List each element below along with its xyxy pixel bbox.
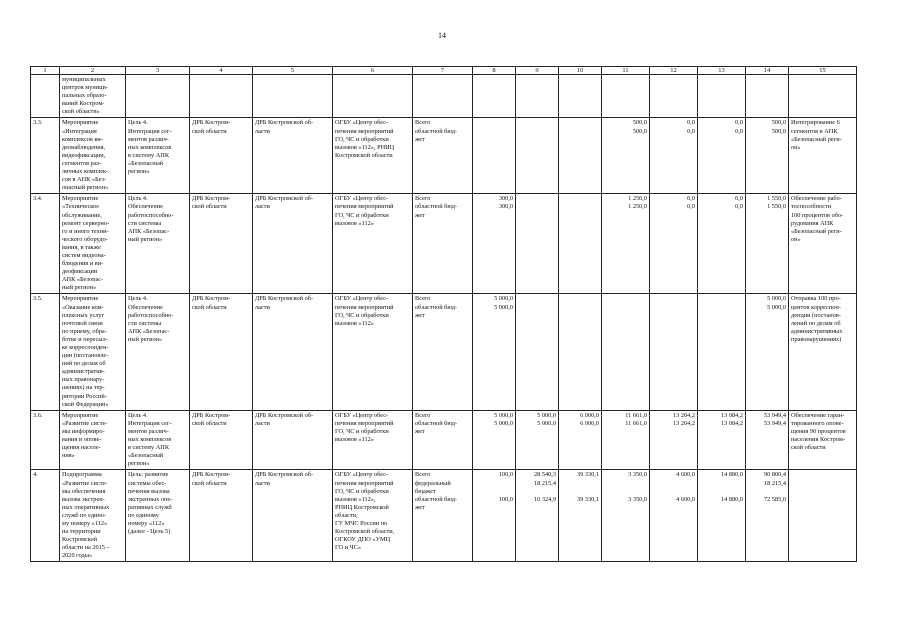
- table-cell-col-15: Обеспечение рабо- тоспособности 100 процентов обо- рудования АПК «Безопасный реги- он»: [789, 194, 857, 294]
- table-cell-col-13: 0,0 0,0: [698, 118, 746, 194]
- column-number: 1: [31, 67, 60, 75]
- table-cell-col-10: [559, 194, 602, 294]
- table-cell-col-12: 0,0 0,0: [650, 118, 698, 194]
- table-cell-col-3: [126, 75, 190, 118]
- table-cell-col-4: ДРБ Костром- ской области: [190, 294, 253, 410]
- column-number: 10: [559, 67, 602, 75]
- table-cell-col-2: муниципальных центров муници- пальных образо- ваний Костром- ской области»: [60, 75, 126, 118]
- table-row-3-3: [31, 118, 857, 194]
- table-cell-col-4: ДРБ Костром- ской области: [190, 118, 253, 194]
- table-cell-col-12: 4 600,0 4 600,0: [650, 470, 698, 562]
- table-cell-col-7: Всего областной бюд- жет: [413, 294, 473, 410]
- table-cell-col-8: [473, 75, 516, 118]
- table-cell-col-15: Интегрирование 6 сегментов в АПК «Безопасный реги- он»: [789, 118, 857, 194]
- table-cell-col-11: 500,0 500,0: [602, 118, 650, 194]
- table-cell-col-8: 5 000,0 5 000,0: [473, 410, 516, 470]
- table-cell-col-1: 3.3.: [31, 118, 60, 194]
- table-cell-col-2: Мероприятие «Развитие систе- мы информиро- вания и опове- щения населе- ния»: [60, 410, 126, 470]
- table-cell-col-8: 100,0 100,0: [473, 470, 516, 562]
- table-cell-col-1: 3.6.: [31, 410, 60, 470]
- table-cell-col-4: ДРБ Костром- ской области: [190, 410, 253, 470]
- table-cell-col-14: [746, 75, 789, 118]
- table-cell-col-5: ДРБ Костромской об- ласти: [253, 410, 333, 470]
- table-cell-col-7: Всего областной бюд- жет: [413, 194, 473, 294]
- table-cell-col-15: [789, 75, 857, 118]
- table-cell-col-1: [31, 75, 60, 118]
- column-number: 2: [60, 67, 126, 75]
- table-cell-col-14: 53 949,4 53 949,4: [746, 410, 789, 470]
- table-cell-col-2: Мероприятие «Оказание ком- плексных услуг почтовой связи по приему, обра- ботке и пересыл- ке корреспонден- ции (постановле- ний по делам об административ- ных правонару- шениях) на тер- ритории Россий- ской Федерации»: [60, 294, 126, 410]
- table-cell-col-7: Всего федеральный бюджет областной бюд- жет: [413, 470, 473, 562]
- table-row-continuation: [31, 75, 857, 118]
- table-cell-col-9: [516, 294, 559, 410]
- column-number: 13: [698, 67, 746, 75]
- table-cell-col-8: 5 000,0 5 000,0: [473, 294, 516, 410]
- table-cell-col-10: 39 330,1 39 330,1: [559, 470, 602, 562]
- table-cell-col-13: 13 084,2 13 084,2: [698, 410, 746, 470]
- column-number-row: [31, 67, 857, 75]
- table-cell-col-6: ОГБУ «Центр обес- печения мероприятий ГО, ЧС и обработки вызовов «112»: [333, 410, 413, 470]
- table-cell-col-8: [473, 118, 516, 194]
- column-number: 4: [190, 67, 253, 75]
- table-cell-col-12: [650, 294, 698, 410]
- table-cell-col-6: ОГБУ «Центр обес- печения мероприятий ГО, ЧС и обработки вызовов «112», РНИЦ Костромской области: [333, 118, 413, 194]
- table-row-3-6: [31, 410, 857, 470]
- table-cell-col-12: 13 204,2 13 204,2: [650, 410, 698, 470]
- table-cell-col-5: [253, 75, 333, 118]
- table-row-4: [31, 470, 857, 562]
- table-cell-col-14: 5 000,0 5 000,0: [746, 294, 789, 410]
- table-cell-col-6: ОГБУ «Центр обес- печения мероприятий ГО, ЧС и обработки вызовов «112», РНИЦ Костромской области, ГУ МЧС России по Костромской области, ОГКОУ ДПО «УМЦ ГО и ЧС»: [333, 470, 413, 562]
- column-number: 8: [473, 67, 516, 75]
- table-cell-col-13: 14 880,0 14 880,0: [698, 470, 746, 562]
- column-number: 5: [253, 67, 333, 75]
- table-cell-col-3: Цель 4. Обеспечение работоспособно- сти системы АПК «Безопас- ный регион»: [126, 294, 190, 410]
- table-cell-col-3: Цель: развитие системы обес- печения вызова экстренных опе- ративных служб по единому номеру «112» (далее - Цель 5): [126, 470, 190, 562]
- table-cell-col-7: Всего областной бюд- жет: [413, 118, 473, 194]
- table-cell-col-9: [516, 75, 559, 118]
- table-cell-col-6: ОГБУ «Центр обес- печения мероприятий ГО, ЧС и обработки вызовов «112»: [333, 194, 413, 294]
- table-cell-col-1: 4.: [31, 470, 60, 562]
- table-cell-col-10: [559, 294, 602, 410]
- table-cell-col-6: [333, 75, 413, 118]
- column-number: 9: [516, 67, 559, 75]
- table-cell-col-2: Мероприятие «Техническое обслуживание, ремонт серверно- го и иного техни- ческого оборудо- вания, в также систем видеона- блюдения и ви- деофиксации АПК «Безопас- ный регион»: [60, 194, 126, 294]
- table-cell-col-13: 0,0 0,0: [698, 194, 746, 294]
- table-cell-col-6: ОГБУ «Центр обес- печения мероприятий ГО, ЧС и обработки вызовов «112»: [333, 294, 413, 410]
- table-cell-col-2: Мероприятие «Интеграция комплексов ви- деонаблюдения, видеофиксации, сегментов раз- личных комплек- сов в АПК «Без- опасный регион»: [60, 118, 126, 194]
- table-cell-col-5: ДРБ Костромской об- ласти: [253, 470, 333, 562]
- table-cell-col-14: 500,0 500,0: [746, 118, 789, 194]
- table-cell-col-3: Цель 4. Интеграция сег- ментов различ- ных комплексов в систему АПК «Безопасный регион»: [126, 410, 190, 470]
- table-cell-col-14: 1 550,0 1 550,0: [746, 194, 789, 294]
- column-number: 14: [746, 67, 789, 75]
- table-cell-col-9: 5 000,0 5 000,0: [516, 410, 559, 470]
- table-cell-col-11: [602, 294, 650, 410]
- table-cell-col-9: 28 540,3 18 215,4 10 324,9: [516, 470, 559, 562]
- table-cell-col-4: ДРБ Костром- ской области: [190, 470, 253, 562]
- table-cell-col-10: [559, 118, 602, 194]
- column-number: 11: [602, 67, 650, 75]
- table-cell-col-3: Цель 4. Интеграция сег- ментов различ- ных комплексов в систему АПК «Безопасный регион»: [126, 118, 190, 194]
- column-number: 3: [126, 67, 190, 75]
- table-cell-col-11: 3 350,0 3 350,0: [602, 470, 650, 562]
- table-cell-col-1: 3.5.: [31, 294, 60, 410]
- budget-table: [30, 66, 857, 562]
- table-cell-col-7: [413, 75, 473, 118]
- table-cell-col-7: Всего областной бюд- жет: [413, 410, 473, 470]
- table-cell-col-10: [559, 75, 602, 118]
- table-cell-col-8: 300,0 300,0: [473, 194, 516, 294]
- table-cell-col-4: [190, 75, 253, 118]
- table-cell-col-9: [516, 194, 559, 294]
- table-cell-col-14: 90 800,4 18 215,4 72 585,0: [746, 470, 789, 562]
- column-number: 6: [333, 67, 413, 75]
- table-cell-col-13: [698, 75, 746, 118]
- table-cell-col-12: [650, 75, 698, 118]
- table-cell-col-5: ДРБ Костромской об- ласти: [253, 294, 333, 410]
- table-cell-col-1: 3.4.: [31, 194, 60, 294]
- table-cell-col-5: ДРБ Костромской об- ласти: [253, 194, 333, 294]
- table-row-3-4: [31, 194, 857, 294]
- table-cell-col-11: [602, 75, 650, 118]
- page-number: 14: [438, 31, 446, 40]
- table-cell-col-12: 0,0 0,0: [650, 194, 698, 294]
- table-cell-col-11: 11 661,0 11 661,0: [602, 410, 650, 470]
- table-cell-col-10: 6 000,0 6 000,0: [559, 410, 602, 470]
- table-cell-col-11: 1 250,0 1 250,0: [602, 194, 650, 294]
- table-cell-col-3: Цель 4. Обеспечение работоспособно- сти системы АПК «Безопас- ный регион»: [126, 194, 190, 294]
- table-cell-col-9: [516, 118, 559, 194]
- table-cell-col-15: [789, 470, 857, 562]
- table-cell-col-5: ДРБ Костромской об- ласти: [253, 118, 333, 194]
- table-row-3-5: [31, 294, 857, 410]
- table-cell-col-2: Подпрограмма «Развитие систе- мы обеспечения вызова экстрен- ных оперативных служб по едино- му номеру «112» на территории Костромской области на 2015 – 2020 годы»: [60, 470, 126, 562]
- table-cell-col-15: Обеспечение гаран- тированного опове- щения 90 процентов населения Костром- ской области: [789, 410, 857, 470]
- table-cell-col-15: Отправка 100 про- центов корреспон- денции (постанов- лений по делам об административных правонарушениях): [789, 294, 857, 410]
- column-number: 7: [413, 67, 473, 75]
- column-number: 12: [650, 67, 698, 75]
- table-cell-col-4: ДРБ Костром- ской области: [190, 194, 253, 294]
- column-number: 15: [789, 67, 857, 75]
- table-cell-col-13: [698, 294, 746, 410]
